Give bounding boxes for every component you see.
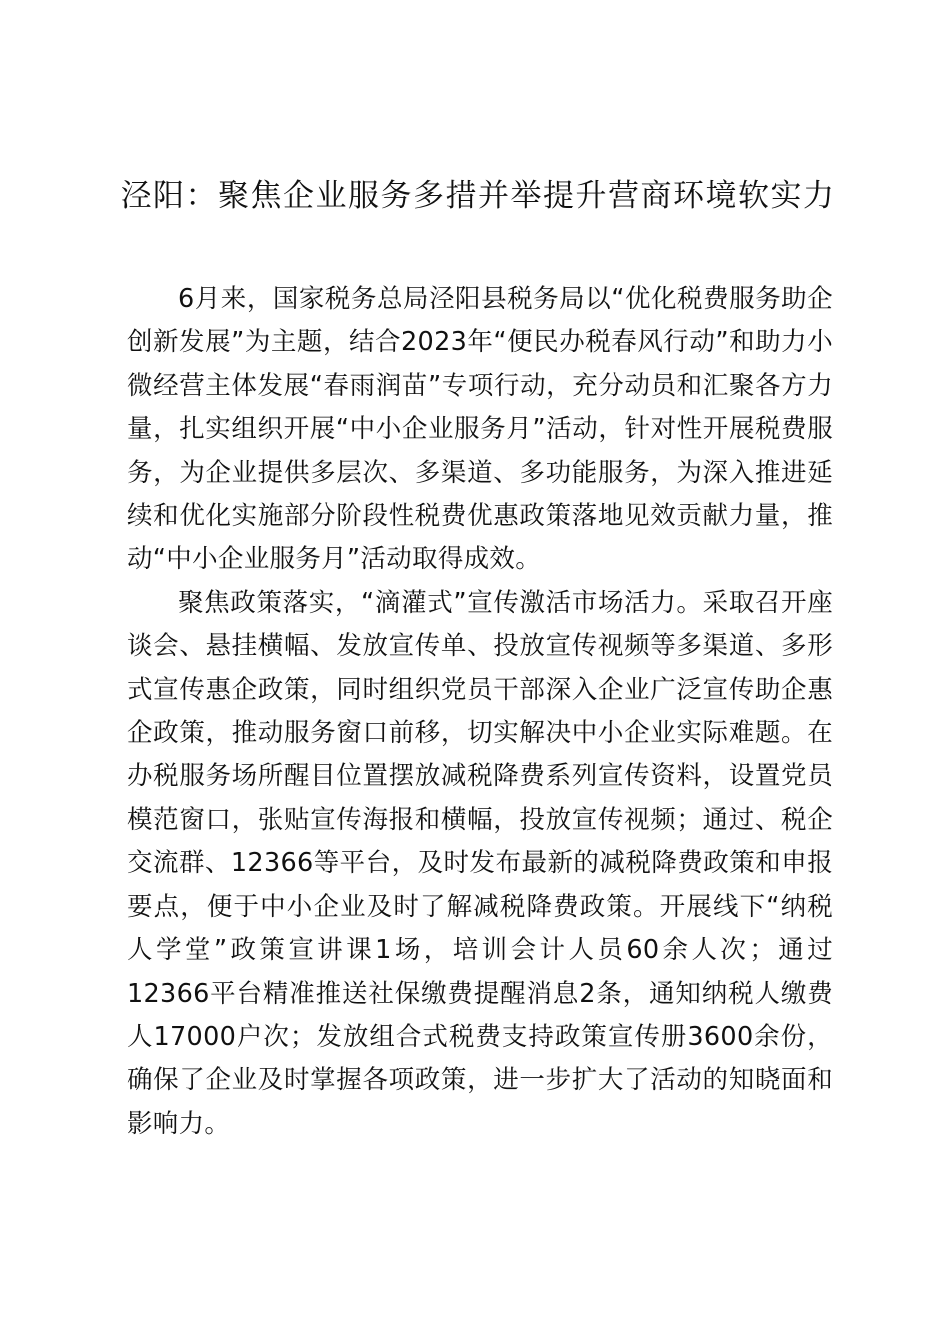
document-body <box>127 278 833 1146</box>
paragraph-intro: 6月来，国家税务总局泾阳县税务局以“优化税费服务助企创新发展”为主题，结合2023年“便民办税春风行动”和助力小微经营主体发展“春雨润苗”专项行动，充分动员和汇聚各方力量，扎实组织开展“中小企业服务月”活动，针对性开展税费服务，为企业提供多层次、多渠道、多功能服务，为深入推进延续和优化实施部分阶段性税费优惠政策落地见效贡献力量，推动“中小企业服务月”活动取得成效。 <box>127 284 833 575</box>
document-title: 泾阳：聚焦企业服务多措并举提升营商环境软实力 <box>120 178 836 214</box>
paragraph-policy: 聚焦政策落实，“滴灌式”宣传激活市场活力。采取召开座谈会、悬挂横幅、发放宣传单、投放宣传视频等多渠道、多形式宣传惠企政策，同时组织党员干部深入企业广泛宣传助企惠企政策，推动服务窗口前移，切实解决中小企业实际难题。在办税服务场所醒目位置摆放减税降费系列宣传资料，设置党员模范窗口，张贴宣传海报和横幅，投放宣传视频；通过、税企交流群、12366等平台，及时发布最新的减税降费政策和申报要点，便于中小企业及时了解减税降费政策。开展线下“纳税人学堂”政策宣讲课1场，培训会计人员60余人次；通过12366平台精准推送社保缴费提醒消息2条，通知纳税人缴费人17000户次；发放组合式税费支持政策宣传册3600余份，确保了企业及时掌握各项政策，进一步扩大了活动的知晓面和影响力。 <box>127 587 833 1139</box>
